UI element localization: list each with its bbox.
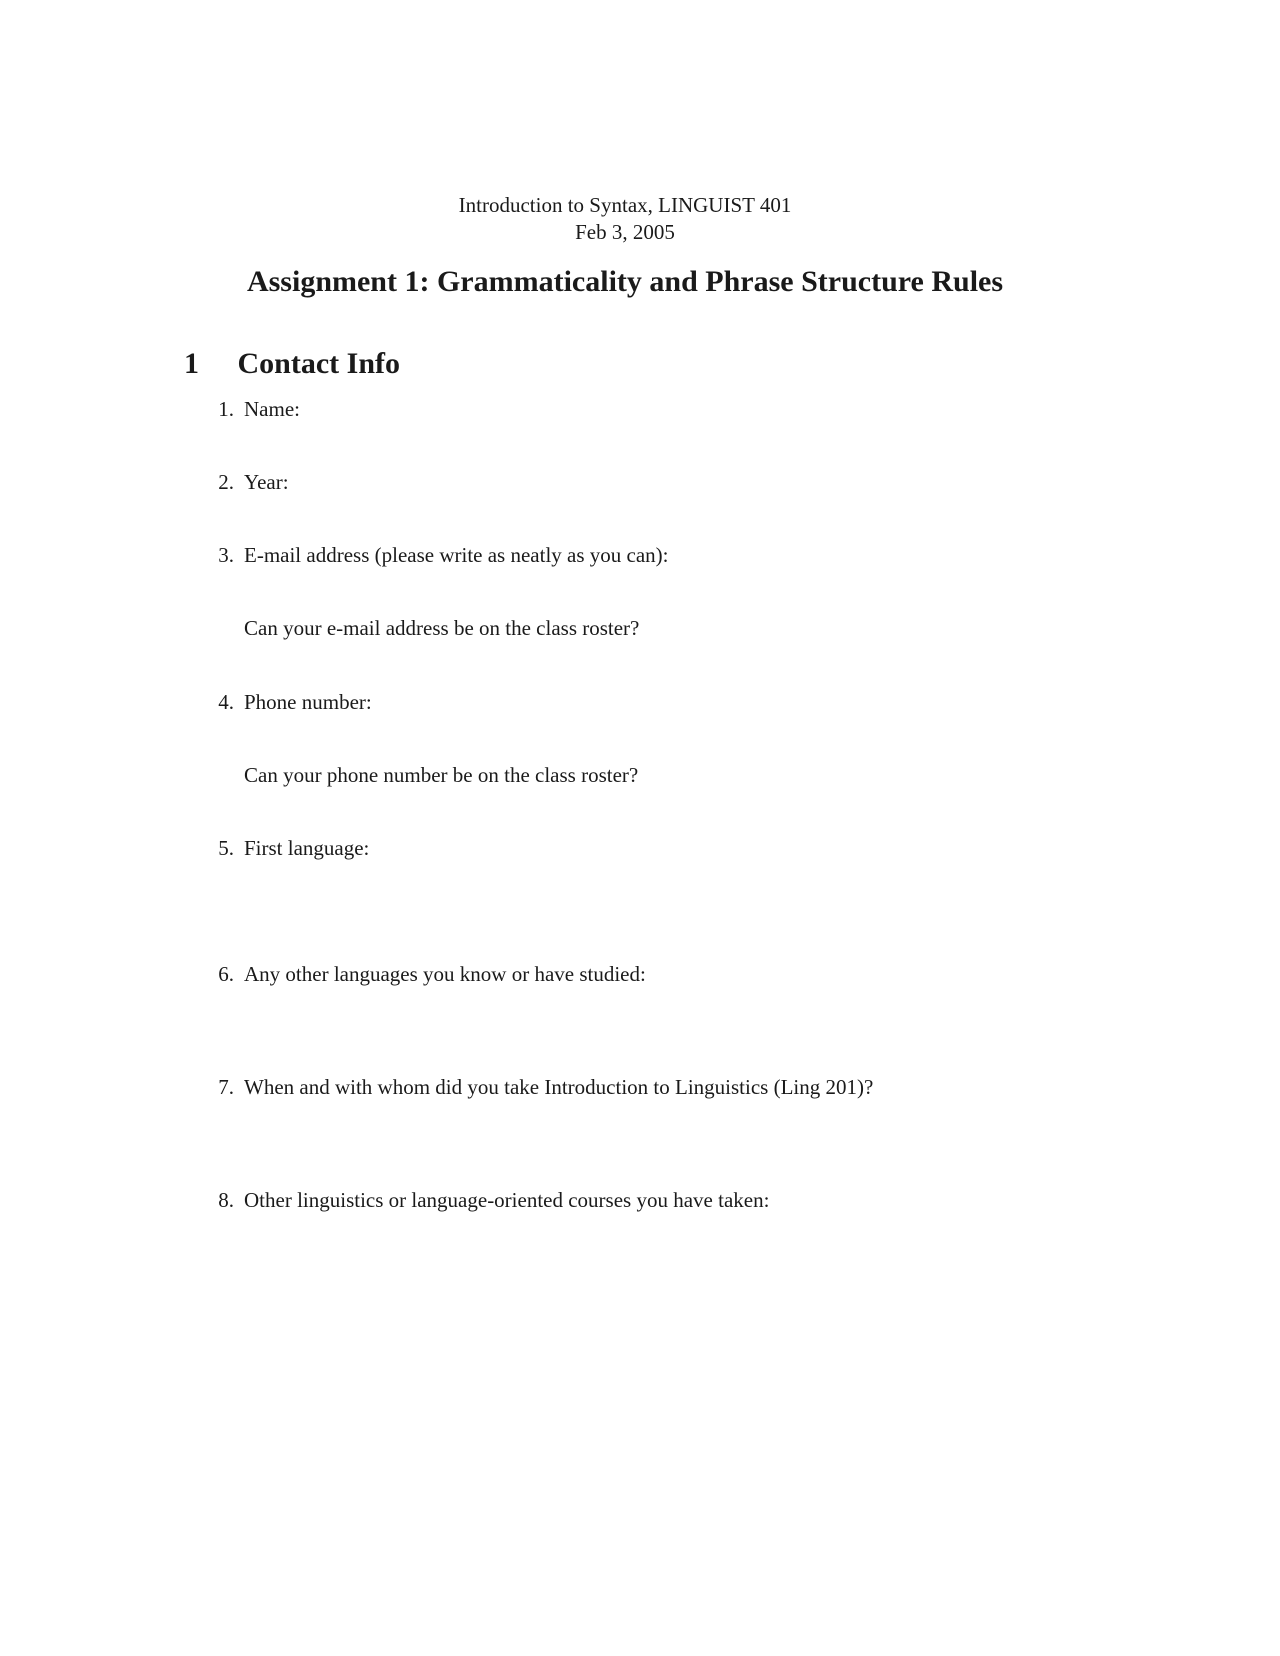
item-label: First language: (244, 836, 370, 860)
list-item-intro-linguistics (208, 1074, 873, 1100)
course-header: Introduction to Syntax, LINGUIST 401 (458, 193, 792, 217)
document-title: Assignment 1: Grammaticality and Phrase Structure Rules (246, 265, 1004, 298)
item-number: 3. (218, 543, 234, 567)
list-item-email (208, 542, 669, 568)
item-label: Phone number: (244, 690, 372, 714)
list-item-other-languages (208, 961, 646, 987)
item-label: Name: (244, 397, 300, 421)
list-item-first-language (208, 835, 369, 861)
list-item-phone (208, 689, 372, 715)
list-item-year (208, 469, 289, 495)
phone-roster-question: Can your phone number be on the class roster? (244, 763, 639, 787)
item-number: 8. (218, 1188, 234, 1212)
section-title: Contact Info (237, 347, 400, 380)
item-label: Year: (244, 470, 289, 494)
item-number: 2. (218, 470, 234, 494)
item-number: 1. (218, 397, 234, 421)
list-item-name (208, 396, 300, 422)
item-number: 5. (218, 836, 234, 860)
date-header: Feb 3, 2005 (575, 220, 675, 244)
email-roster-question: Can your e-mail address be on the class roster? (244, 616, 640, 640)
item-label: Any other languages you know or have studied: (244, 962, 646, 986)
section-number: 1 (184, 347, 199, 380)
section-heading-contact-info (184, 346, 400, 382)
item-number: 6. (218, 962, 234, 986)
item-label: Other linguistics or language-oriented courses you have taken: (244, 1188, 770, 1212)
item-label: When and with whom did you take Introduction to Linguistics (Ling 201)? (244, 1075, 874, 1099)
item-number: 4. (218, 690, 234, 714)
list-item-other-courses (208, 1187, 769, 1213)
item-number: 7. (218, 1075, 234, 1099)
item-label: E-mail address (please write as neatly as you can): (244, 543, 669, 567)
